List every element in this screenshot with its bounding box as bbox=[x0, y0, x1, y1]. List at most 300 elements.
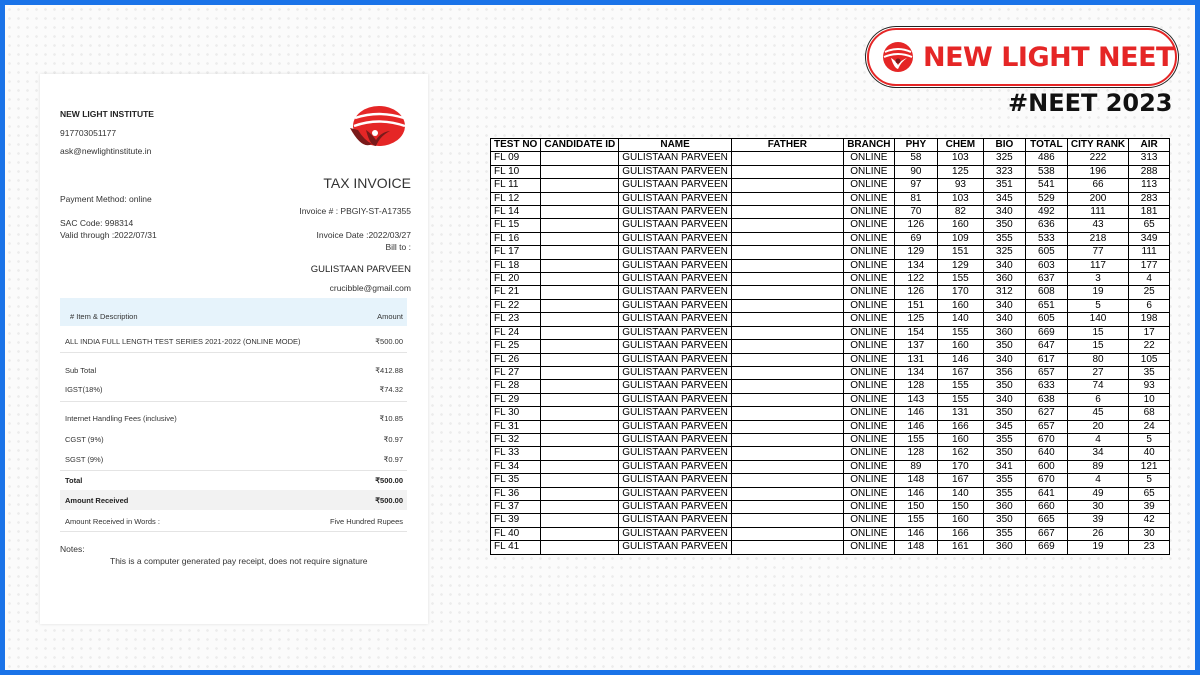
handling-fee-value: ₹10.85 bbox=[379, 414, 403, 423]
table-cell bbox=[731, 474, 843, 487]
table-cell: GULISTAAN PARVEEN bbox=[619, 393, 732, 406]
table-cell bbox=[731, 165, 843, 178]
table-cell: 160 bbox=[937, 299, 983, 312]
table-cell: ONLINE bbox=[843, 165, 894, 178]
table-cell: 140 bbox=[937, 487, 983, 500]
table-cell: 637 bbox=[1025, 273, 1067, 286]
table-cell bbox=[541, 500, 619, 513]
table-row bbox=[491, 273, 1170, 286]
table-cell bbox=[541, 246, 619, 259]
table-row bbox=[491, 179, 1170, 192]
amount-received-label: Amount Received bbox=[65, 496, 129, 505]
table-row bbox=[491, 219, 1170, 232]
table-cell: 22 bbox=[1129, 340, 1170, 353]
table-cell: 355 bbox=[983, 232, 1025, 245]
table-cell: 155 bbox=[894, 514, 937, 527]
table-cell bbox=[731, 326, 843, 339]
table-row bbox=[491, 527, 1170, 540]
institute-name: NEW LIGHT INSTITUTE bbox=[60, 109, 154, 119]
col-header: NAME bbox=[619, 139, 732, 152]
table-cell: ONLINE bbox=[843, 407, 894, 420]
col-header: CHEM bbox=[937, 139, 983, 152]
table-cell bbox=[731, 219, 843, 232]
table-cell: 340 bbox=[983, 206, 1025, 219]
table-cell: GULISTAAN PARVEEN bbox=[619, 152, 732, 165]
sac-code: SAC Code: 998314 bbox=[60, 218, 134, 228]
table-cell: 166 bbox=[937, 420, 983, 433]
table-cell: 222 bbox=[1067, 152, 1128, 165]
table-cell: 167 bbox=[937, 366, 983, 379]
table-cell: 146 bbox=[894, 487, 937, 500]
table-cell: 341 bbox=[983, 460, 1025, 473]
table-cell: FL 10 bbox=[491, 165, 541, 178]
table-cell bbox=[731, 192, 843, 205]
table-cell: 80 bbox=[1067, 353, 1128, 366]
table-cell: 24 bbox=[1129, 420, 1170, 433]
table-cell bbox=[541, 326, 619, 339]
table-cell: ONLINE bbox=[843, 286, 894, 299]
table-cell: 49 bbox=[1067, 487, 1128, 500]
table-cell: 350 bbox=[983, 340, 1025, 353]
table-cell: 356 bbox=[983, 366, 1025, 379]
table-cell: FL 11 bbox=[491, 179, 541, 192]
table-cell bbox=[731, 366, 843, 379]
table-cell bbox=[731, 299, 843, 312]
table-row bbox=[491, 286, 1170, 299]
table-row bbox=[491, 380, 1170, 393]
table-cell: 137 bbox=[894, 340, 937, 353]
table-cell: 93 bbox=[937, 179, 983, 192]
table-cell: 360 bbox=[983, 500, 1025, 513]
table-cell: 15 bbox=[1067, 340, 1128, 353]
table-cell: 155 bbox=[937, 273, 983, 286]
table-cell: 340 bbox=[983, 313, 1025, 326]
table-cell: 154 bbox=[894, 326, 937, 339]
table-cell: 4 bbox=[1067, 474, 1128, 487]
table-cell: 340 bbox=[983, 353, 1025, 366]
table-cell: FL 15 bbox=[491, 219, 541, 232]
table-cell: GULISTAAN PARVEEN bbox=[619, 326, 732, 339]
table-cell bbox=[541, 299, 619, 312]
table-cell: FL 30 bbox=[491, 407, 541, 420]
table-cell: ONLINE bbox=[843, 460, 894, 473]
table-cell: 23 bbox=[1129, 541, 1170, 554]
table-cell: 26 bbox=[1067, 527, 1128, 540]
cgst-label: CGST (9%) bbox=[65, 435, 104, 444]
table-cell: ONLINE bbox=[843, 340, 894, 353]
table-cell: ONLINE bbox=[843, 420, 894, 433]
table-row bbox=[491, 393, 1170, 406]
table-cell: 15 bbox=[1067, 326, 1128, 339]
table-cell bbox=[731, 487, 843, 500]
table-cell: 65 bbox=[1129, 219, 1170, 232]
table-cell: FL 41 bbox=[491, 541, 541, 554]
table-cell: 355 bbox=[983, 527, 1025, 540]
table-cell: FL 33 bbox=[491, 447, 541, 460]
table-cell: 65 bbox=[1129, 487, 1170, 500]
table-cell: 117 bbox=[1067, 259, 1128, 272]
table-cell: 34 bbox=[1067, 447, 1128, 460]
notes-text: This is a computer generated pay receipt, does not require signature bbox=[110, 556, 368, 566]
table-row bbox=[491, 500, 1170, 513]
igst-label: IGST(18%) bbox=[65, 385, 103, 394]
institute-phone: 917703051177 bbox=[60, 128, 117, 138]
table-cell: 126 bbox=[894, 219, 937, 232]
table-cell: FL 16 bbox=[491, 232, 541, 245]
invoice-date: Invoice Date :2022/03/27 bbox=[316, 230, 411, 240]
table-cell bbox=[541, 447, 619, 460]
table-cell: 345 bbox=[983, 192, 1025, 205]
payment-method: Payment Method: online bbox=[60, 194, 152, 204]
table-cell: FL 23 bbox=[491, 313, 541, 326]
table-cell bbox=[731, 179, 843, 192]
table-cell: FL 14 bbox=[491, 206, 541, 219]
table-cell bbox=[731, 246, 843, 259]
divider bbox=[60, 401, 407, 402]
divider bbox=[60, 531, 407, 532]
table-cell: 345 bbox=[983, 420, 1025, 433]
col-header: CANDIDATE ID bbox=[541, 139, 619, 152]
table-cell: ONLINE bbox=[843, 326, 894, 339]
table-cell: 360 bbox=[983, 326, 1025, 339]
table-cell bbox=[731, 527, 843, 540]
table-cell: 10 bbox=[1129, 393, 1170, 406]
table-cell: 19 bbox=[1067, 286, 1128, 299]
table-cell: 103 bbox=[937, 192, 983, 205]
table-cell: 25 bbox=[1129, 286, 1170, 299]
table-cell bbox=[541, 219, 619, 232]
table-cell: 177 bbox=[1129, 259, 1170, 272]
hashtag-title: #NEET 2023 bbox=[1008, 89, 1173, 117]
table-cell: 27 bbox=[1067, 366, 1128, 379]
table-row bbox=[491, 152, 1170, 165]
table-row bbox=[491, 514, 1170, 527]
table-cell: 109 bbox=[937, 232, 983, 245]
table-cell: FL 25 bbox=[491, 340, 541, 353]
table-cell: 140 bbox=[1067, 313, 1128, 326]
table-cell: 355 bbox=[983, 474, 1025, 487]
table-cell: 4 bbox=[1129, 273, 1170, 286]
table-cell bbox=[541, 514, 619, 527]
table-cell: 69 bbox=[894, 232, 937, 245]
table-cell: GULISTAAN PARVEEN bbox=[619, 460, 732, 473]
table-cell: GULISTAAN PARVEEN bbox=[619, 286, 732, 299]
brand-logo bbox=[867, 28, 1177, 86]
table-cell: 155 bbox=[937, 393, 983, 406]
table-cell: GULISTAAN PARVEEN bbox=[619, 500, 732, 513]
table-cell bbox=[731, 259, 843, 272]
table-cell bbox=[731, 286, 843, 299]
table-cell: GULISTAAN PARVEEN bbox=[619, 366, 732, 379]
total-value: ₹500.00 bbox=[375, 476, 403, 485]
table-cell: 89 bbox=[894, 460, 937, 473]
table-cell: 670 bbox=[1025, 474, 1067, 487]
table-cell: 155 bbox=[937, 380, 983, 393]
table-cell: GULISTAAN PARVEEN bbox=[619, 447, 732, 460]
table-cell bbox=[541, 380, 619, 393]
table-cell bbox=[541, 286, 619, 299]
table-cell: FL 28 bbox=[491, 380, 541, 393]
valid-through: Valid through :2022/07/31 bbox=[60, 230, 157, 240]
invoice-number: Invoice # : PBGIY-ST-A17355 bbox=[299, 206, 411, 216]
table-cell: 660 bbox=[1025, 500, 1067, 513]
table-cell: 312 bbox=[983, 286, 1025, 299]
table-cell: ONLINE bbox=[843, 514, 894, 527]
table-cell: 126 bbox=[894, 286, 937, 299]
table-cell: 5 bbox=[1067, 299, 1128, 312]
table-cell: ONLINE bbox=[843, 487, 894, 500]
table-cell: FL 37 bbox=[491, 500, 541, 513]
table-cell: 82 bbox=[937, 206, 983, 219]
table-cell: 340 bbox=[983, 259, 1025, 272]
table-cell: 128 bbox=[894, 447, 937, 460]
table-cell: ONLINE bbox=[843, 246, 894, 259]
table-cell: 355 bbox=[983, 433, 1025, 446]
table-cell: ONLINE bbox=[843, 152, 894, 165]
table-row bbox=[491, 340, 1170, 353]
table-cell bbox=[541, 527, 619, 540]
table-cell bbox=[541, 407, 619, 420]
col-header: CITY RANK bbox=[1067, 139, 1128, 152]
table-cell: 146 bbox=[894, 527, 937, 540]
tax-invoice bbox=[40, 74, 428, 624]
table-cell: ONLINE bbox=[843, 474, 894, 487]
subtotal-label: Sub Total bbox=[65, 366, 97, 375]
col-header: PHY bbox=[894, 139, 937, 152]
slide-background bbox=[5, 5, 1195, 670]
table-cell: GULISTAAN PARVEEN bbox=[619, 353, 732, 366]
table-cell: 90 bbox=[894, 165, 937, 178]
table-cell: 131 bbox=[894, 353, 937, 366]
table-cell: 105 bbox=[1129, 353, 1170, 366]
table-cell bbox=[731, 206, 843, 219]
table-cell: 669 bbox=[1025, 541, 1067, 554]
table-cell: GULISTAAN PARVEEN bbox=[619, 407, 732, 420]
table-cell: 355 bbox=[983, 487, 1025, 500]
table-cell: 151 bbox=[937, 246, 983, 259]
table-cell: ONLINE bbox=[843, 259, 894, 272]
bill-to-label: Bill to : bbox=[385, 242, 411, 252]
table-cell: 151 bbox=[894, 299, 937, 312]
table-cell: 218 bbox=[1067, 232, 1128, 245]
table-cell: GULISTAAN PARVEEN bbox=[619, 246, 732, 259]
table-cell: 647 bbox=[1025, 340, 1067, 353]
table-cell: 150 bbox=[894, 500, 937, 513]
table-row bbox=[491, 541, 1170, 554]
table-cell: 200 bbox=[1067, 192, 1128, 205]
table-cell: 128 bbox=[894, 380, 937, 393]
table-row bbox=[491, 474, 1170, 487]
table-cell: 349 bbox=[1129, 232, 1170, 245]
table-cell: ONLINE bbox=[843, 192, 894, 205]
table-cell: FL 26 bbox=[491, 353, 541, 366]
sgst-label: SGST (9%) bbox=[65, 455, 104, 464]
table-cell bbox=[731, 514, 843, 527]
table-cell: ONLINE bbox=[843, 380, 894, 393]
table-row bbox=[491, 232, 1170, 245]
table-cell: 121 bbox=[1129, 460, 1170, 473]
table-cell: 97 bbox=[894, 179, 937, 192]
col-header: TEST NO bbox=[491, 139, 541, 152]
table-cell: 350 bbox=[983, 380, 1025, 393]
table-cell: FL 22 bbox=[491, 299, 541, 312]
table-cell bbox=[541, 433, 619, 446]
brand-name: NEW LIGHT NEET bbox=[923, 41, 1174, 73]
table-cell: 146 bbox=[937, 353, 983, 366]
table-cell: 638 bbox=[1025, 393, 1067, 406]
table-cell: 134 bbox=[894, 259, 937, 272]
table-cell: ONLINE bbox=[843, 179, 894, 192]
table-cell: FL 24 bbox=[491, 326, 541, 339]
table-cell bbox=[541, 420, 619, 433]
table-cell: 19 bbox=[1067, 541, 1128, 554]
table-cell: 66 bbox=[1067, 179, 1128, 192]
table-cell bbox=[731, 353, 843, 366]
table-cell: 283 bbox=[1129, 192, 1170, 205]
table-cell: 641 bbox=[1025, 487, 1067, 500]
table-cell: 350 bbox=[983, 514, 1025, 527]
table-cell bbox=[731, 232, 843, 245]
table-cell: 150 bbox=[937, 500, 983, 513]
table-cell bbox=[731, 313, 843, 326]
table-cell: GULISTAAN PARVEEN bbox=[619, 433, 732, 446]
divider bbox=[60, 470, 407, 471]
table-cell bbox=[541, 487, 619, 500]
items-header-desc: # Item & Description bbox=[70, 312, 138, 321]
table-cell: 146 bbox=[894, 407, 937, 420]
table-row bbox=[491, 299, 1170, 312]
table-cell: 30 bbox=[1129, 527, 1170, 540]
table-cell: 77 bbox=[1067, 246, 1128, 259]
table-cell: 58 bbox=[894, 152, 937, 165]
table-cell: 351 bbox=[983, 179, 1025, 192]
score-table bbox=[490, 138, 1170, 555]
table-cell: GULISTAAN PARVEEN bbox=[619, 313, 732, 326]
table-cell: FL 34 bbox=[491, 460, 541, 473]
table-cell: 6 bbox=[1129, 299, 1170, 312]
table-cell: 340 bbox=[983, 393, 1025, 406]
table-cell: 170 bbox=[937, 460, 983, 473]
table-cell: 5 bbox=[1129, 474, 1170, 487]
col-header: AIR bbox=[1129, 139, 1170, 152]
table-cell bbox=[541, 232, 619, 245]
table-cell bbox=[541, 353, 619, 366]
table-cell: 122 bbox=[894, 273, 937, 286]
table-cell: FL 18 bbox=[491, 259, 541, 272]
sgst-value: ₹0.97 bbox=[383, 455, 403, 464]
table-cell: 4 bbox=[1067, 433, 1128, 446]
table-cell: 39 bbox=[1129, 500, 1170, 513]
table-cell: FL 09 bbox=[491, 152, 541, 165]
table-cell bbox=[731, 500, 843, 513]
table-cell: 20 bbox=[1067, 420, 1128, 433]
table-cell: ONLINE bbox=[843, 299, 894, 312]
table-cell: 323 bbox=[983, 165, 1025, 178]
table-row bbox=[491, 259, 1170, 272]
table-cell bbox=[541, 366, 619, 379]
table-cell: 350 bbox=[983, 407, 1025, 420]
table-cell: 129 bbox=[894, 246, 937, 259]
table-row bbox=[491, 326, 1170, 339]
customer-name: GULISTAAN PARVEEN bbox=[310, 264, 411, 275]
table-cell: 161 bbox=[937, 541, 983, 554]
table-cell: ONLINE bbox=[843, 206, 894, 219]
table-cell: GULISTAAN PARVEEN bbox=[619, 541, 732, 554]
table-cell: 17 bbox=[1129, 326, 1170, 339]
table-cell: 603 bbox=[1025, 259, 1067, 272]
table-cell: 350 bbox=[983, 219, 1025, 232]
table-cell bbox=[731, 393, 843, 406]
table-cell: 167 bbox=[937, 474, 983, 487]
table-cell: 3 bbox=[1067, 273, 1128, 286]
table-cell: 350 bbox=[983, 447, 1025, 460]
table-cell: GULISTAAN PARVEEN bbox=[619, 299, 732, 312]
table-cell: 162 bbox=[937, 447, 983, 460]
table-cell: 600 bbox=[1025, 460, 1067, 473]
table-cell: 74 bbox=[1067, 380, 1128, 393]
table-cell: 155 bbox=[894, 433, 937, 446]
table-cell: 670 bbox=[1025, 433, 1067, 446]
col-header: BRANCH bbox=[843, 139, 894, 152]
table-cell: GULISTAAN PARVEEN bbox=[619, 165, 732, 178]
table-cell bbox=[541, 192, 619, 205]
table-cell bbox=[541, 259, 619, 272]
table-cell: GULISTAAN PARVEEN bbox=[619, 219, 732, 232]
table-cell: 605 bbox=[1025, 313, 1067, 326]
table-cell: 148 bbox=[894, 541, 937, 554]
institute-logo-icon bbox=[346, 104, 408, 152]
table-cell: FL 31 bbox=[491, 420, 541, 433]
table-cell: 111 bbox=[1067, 206, 1128, 219]
table-cell: 148 bbox=[894, 474, 937, 487]
table-cell: 529 bbox=[1025, 192, 1067, 205]
table-cell: GULISTAAN PARVEEN bbox=[619, 192, 732, 205]
table-cell: 325 bbox=[983, 246, 1025, 259]
subtotal-value: ₹412.88 bbox=[375, 366, 403, 375]
cgst-value: ₹0.97 bbox=[383, 435, 403, 444]
table-cell: 155 bbox=[937, 326, 983, 339]
table-cell: 5 bbox=[1129, 433, 1170, 446]
table-cell: 39 bbox=[1067, 514, 1128, 527]
table-cell: FL 36 bbox=[491, 487, 541, 500]
table-cell: FL 12 bbox=[491, 192, 541, 205]
table-cell: 196 bbox=[1067, 165, 1128, 178]
table-cell: ONLINE bbox=[843, 353, 894, 366]
table-cell: 81 bbox=[894, 192, 937, 205]
table-cell bbox=[541, 340, 619, 353]
table-cell bbox=[731, 541, 843, 554]
table-cell: ONLINE bbox=[843, 541, 894, 554]
table-cell: FL 20 bbox=[491, 273, 541, 286]
table-cell: 45 bbox=[1067, 407, 1128, 420]
table-cell bbox=[731, 460, 843, 473]
table-cell: FL 29 bbox=[491, 393, 541, 406]
table-cell: GULISTAAN PARVEEN bbox=[619, 273, 732, 286]
table-row bbox=[491, 192, 1170, 205]
table-cell bbox=[541, 165, 619, 178]
table-cell: 131 bbox=[937, 407, 983, 420]
table-cell: 140 bbox=[937, 313, 983, 326]
table-cell: 313 bbox=[1129, 152, 1170, 165]
table-cell: 143 bbox=[894, 393, 937, 406]
col-header: TOTAL bbox=[1025, 139, 1067, 152]
table-cell bbox=[541, 460, 619, 473]
igst-value: ₹74.32 bbox=[379, 385, 403, 394]
table-row bbox=[491, 353, 1170, 366]
table-cell: 633 bbox=[1025, 380, 1067, 393]
table-cell: 360 bbox=[983, 273, 1025, 286]
table-cell: 665 bbox=[1025, 514, 1067, 527]
